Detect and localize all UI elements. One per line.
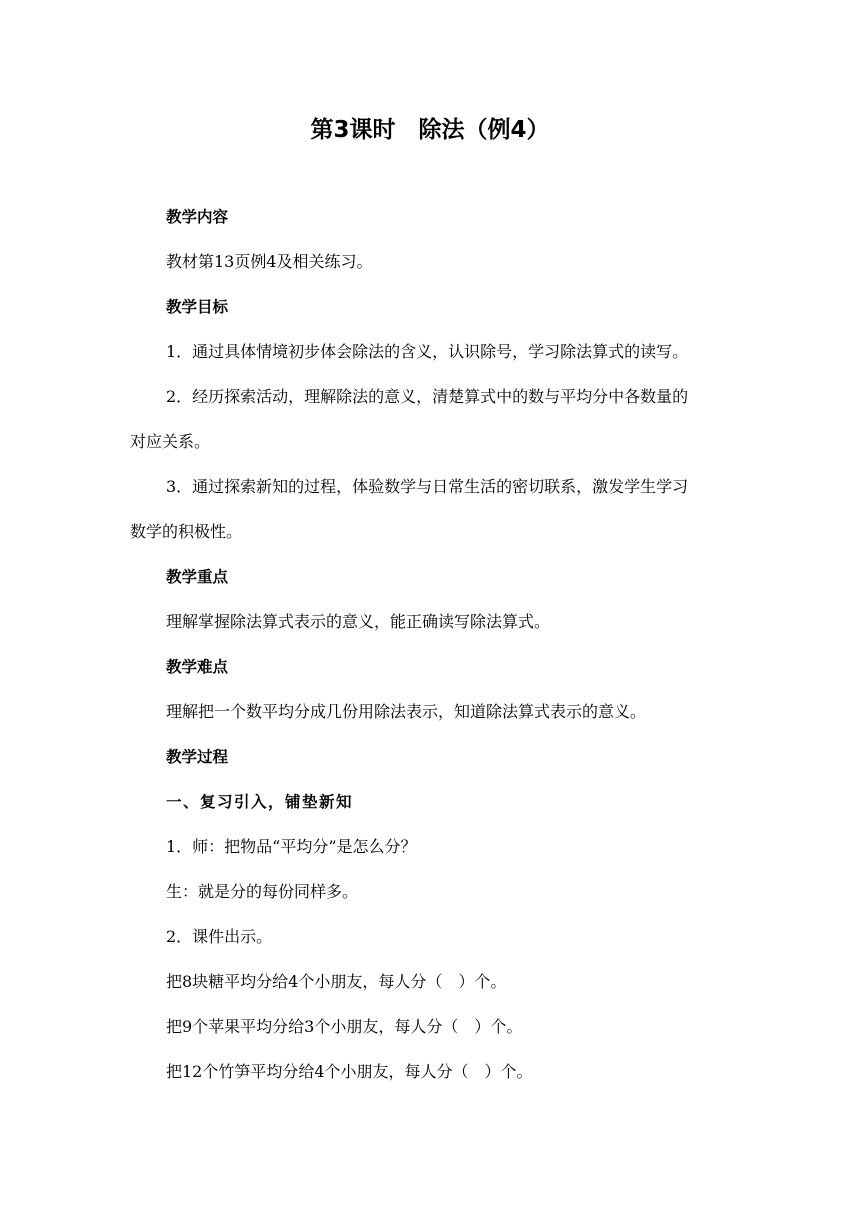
section-heading: 一、复习引入，铺垫新知: [166, 793, 354, 811]
paragraph-line: 数学的积极性。: [130, 522, 243, 541]
paragraph-line: 1．师：把物品“平均分”是怎么分？: [166, 837, 417, 856]
paragraph-line: 把12个竹笋平均分给4个小朋友，每人分（ ）个。: [166, 1062, 533, 1081]
paragraph-line: 2．经历探索活动，理解除法的意义，清楚算式中的数与平均分中各数量的: [166, 387, 689, 406]
paragraph-line: 把8块糖平均分给4个小朋友，每人分（ ）个。: [166, 972, 507, 991]
paragraph-line: 理解掌握除法算式表示的意义，能正确读写除法算式。: [166, 612, 551, 631]
paragraph-line: 生：就是分的每份同样多。: [166, 882, 359, 901]
page-title: 第3课时 除法（例4）: [310, 117, 550, 143]
paragraph-line: 3．通过探索新知的过程，体验数学与日常生活的密切联系，激发学生学习: [166, 477, 689, 496]
paragraph-line: 对应关系。: [130, 432, 211, 451]
heading-difficulties: 教学难点: [166, 658, 229, 676]
paragraph-line: 理解把一个数平均分成几份用除法表示，知道除法算式表示的意义。: [166, 702, 647, 721]
paragraph-line: 1．通过具体情境初步体会除法的含义，认识除号，学习除法算式的读写。: [166, 342, 689, 361]
heading-teaching-process: 教学过程: [166, 748, 229, 766]
heading-key-points: 教学重点: [166, 568, 229, 586]
paragraph-line: 2．课件出示。: [166, 927, 273, 946]
heading-teaching-content: 教学内容: [166, 208, 229, 226]
heading-teaching-goals: 教学目标: [166, 298, 229, 316]
paragraph-line: 教材第13页例4及相关练习。: [166, 252, 373, 271]
paragraph-line: 把9个苹果平均分给3个小朋友，每人分（ ）个。: [166, 1017, 523, 1036]
